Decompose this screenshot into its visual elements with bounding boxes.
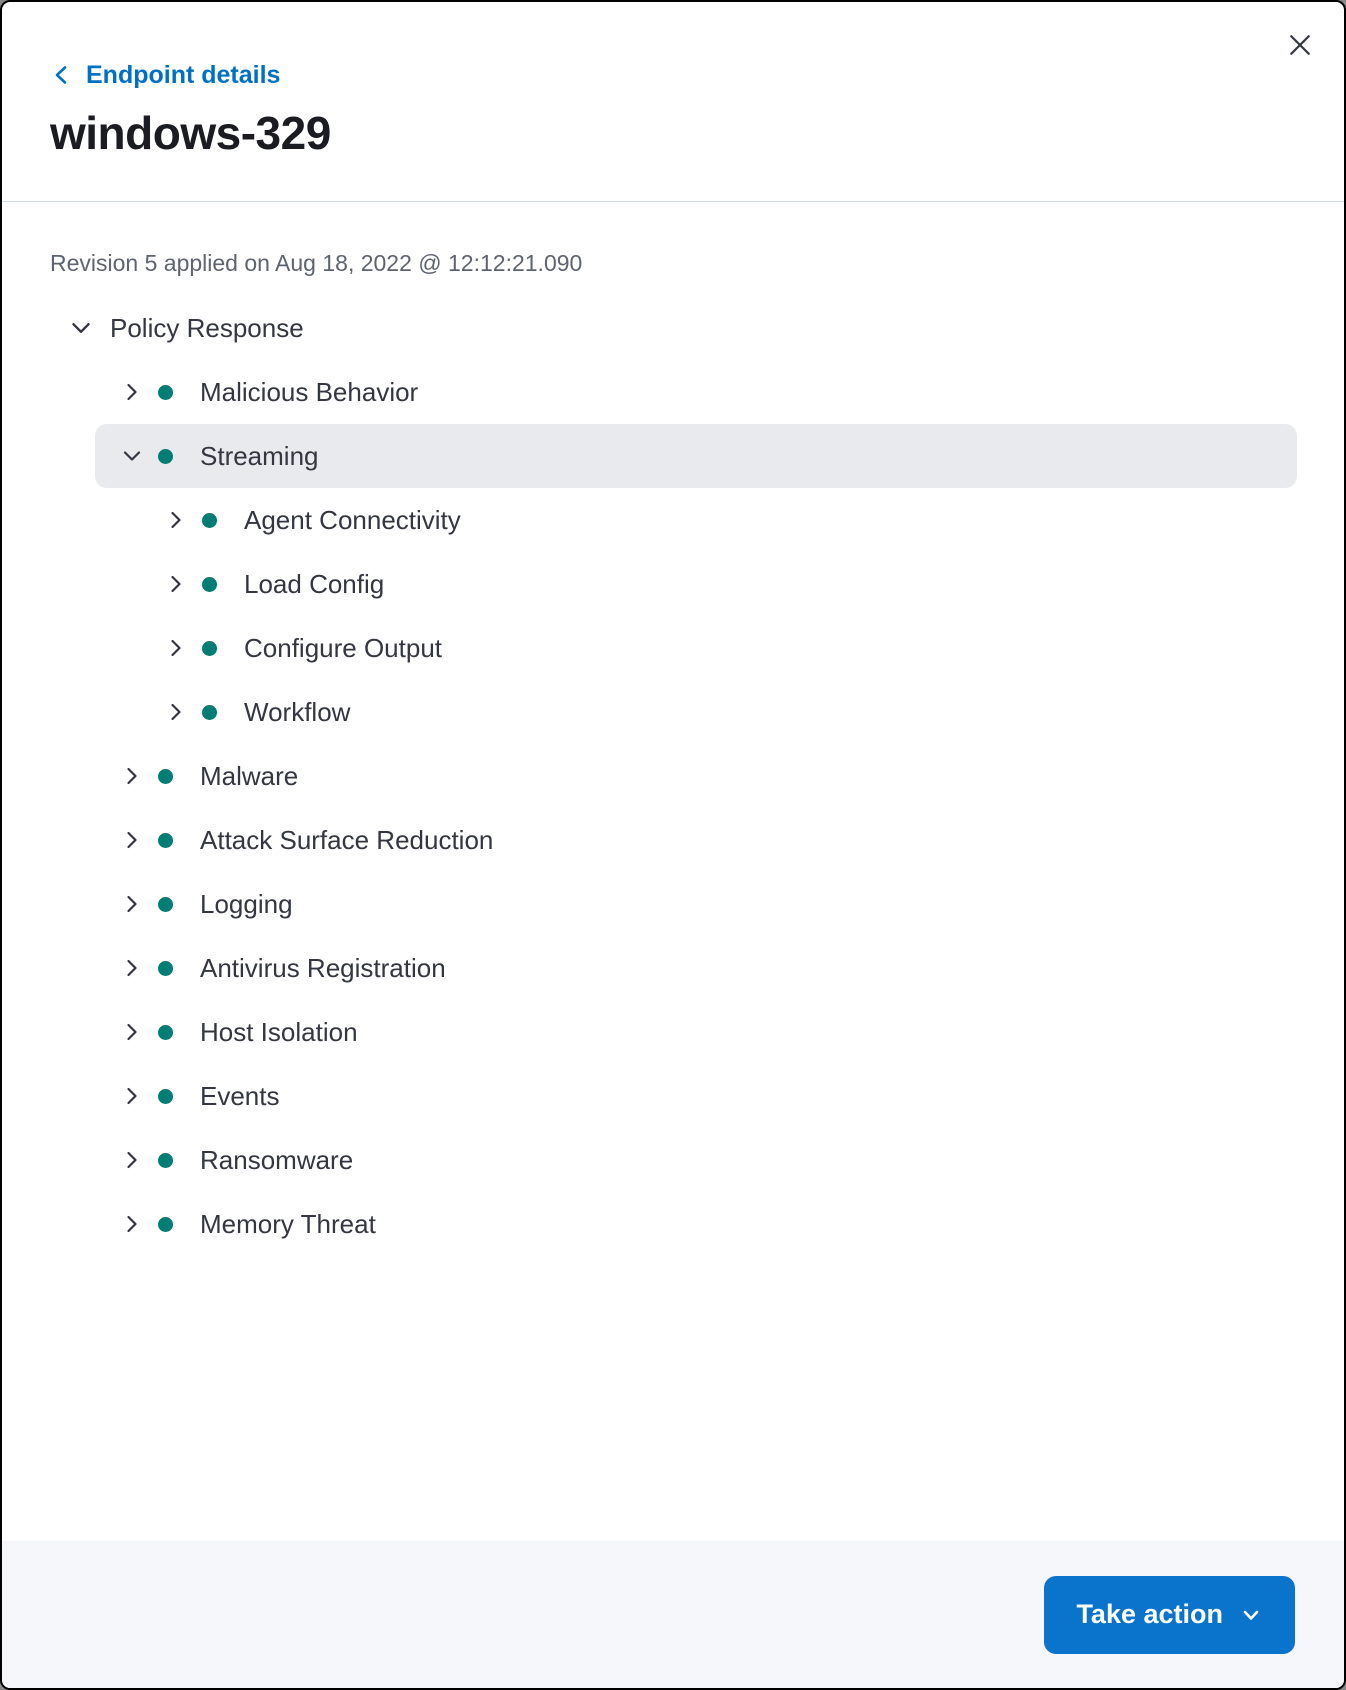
- tree-item-malicious-behavior[interactable]: [95, 360, 1297, 424]
- tree-item-antivirus-registration[interactable]: [95, 936, 1297, 1000]
- tree-item-malware[interactable]: [95, 744, 1297, 808]
- tree-item-label: Memory Threat: [200, 1209, 376, 1239]
- chevron-right-icon[interactable]: [120, 380, 144, 404]
- status-dot-icon: [158, 385, 173, 400]
- chevron-right-icon[interactable]: [120, 956, 144, 980]
- take-action-label: Take action: [1076, 1599, 1223, 1629]
- page-title: windows-329: [50, 107, 331, 159]
- tree-item-configure-output[interactable]: [95, 616, 1297, 680]
- tree-item-label: Streaming: [200, 441, 319, 471]
- tree-item-label: Antivirus Registration: [200, 953, 446, 983]
- tree-item-memory-threat[interactable]: [95, 1192, 1297, 1256]
- status-dot-icon: [158, 1089, 173, 1104]
- tree-item-host-isolation[interactable]: [95, 1000, 1297, 1064]
- tree-item-ransomware[interactable]: [95, 1128, 1297, 1192]
- tree-item-label: Events: [200, 1081, 280, 1111]
- policy-response-tree: [50, 296, 1296, 1256]
- flyout-body: [2, 202, 1344, 1541]
- tree-item-logging[interactable]: [95, 872, 1297, 936]
- chevron-down-icon[interactable]: [68, 315, 94, 341]
- chevron-down-icon[interactable]: [120, 444, 144, 468]
- tree-item-label: Host Isolation: [200, 1017, 358, 1047]
- revision-applied-text: Revision 5 applied on Aug 18, 2022 @ 12:12:21.090: [50, 250, 583, 276]
- tree-item-events[interactable]: [95, 1064, 1297, 1128]
- tree-item-label: Malware: [200, 761, 299, 791]
- chevron-left-icon: [50, 63, 74, 87]
- chevron-right-icon[interactable]: [120, 1148, 144, 1172]
- chevron-right-icon[interactable]: [164, 700, 188, 724]
- tree-item-workflow[interactable]: [95, 680, 1297, 744]
- flyout-header: [2, 2, 1344, 202]
- status-dot-icon: [202, 705, 217, 720]
- chevron-right-icon[interactable]: [164, 636, 188, 660]
- tree-children: [95, 360, 1297, 1256]
- tree-item-label: Attack Surface Reduction: [200, 825, 494, 855]
- chevron-right-icon[interactable]: [120, 892, 144, 916]
- status-dot-icon: [158, 1153, 173, 1168]
- chevron-down-icon: [1239, 1603, 1263, 1627]
- tree-item-load-config[interactable]: [95, 552, 1297, 616]
- flyout-footer: [2, 1541, 1344, 1688]
- tree-item-agent-connectivity[interactable]: [95, 488, 1297, 552]
- tree-item-label: Policy Response: [110, 313, 304, 343]
- status-dot-icon: [158, 1025, 173, 1040]
- tree-item-label: Configure Output: [244, 633, 443, 663]
- status-dot-icon: [158, 1217, 173, 1232]
- tree-item-policy-response[interactable]: [50, 296, 1296, 360]
- tree-item-label: Logging: [200, 889, 293, 919]
- status-dot-icon: [158, 961, 173, 976]
- chevron-right-icon[interactable]: [164, 572, 188, 596]
- status-dot-icon: [202, 641, 217, 656]
- status-dot-icon: [158, 833, 173, 848]
- status-dot-icon: [158, 897, 173, 912]
- tree-item-attack-surface-reduction[interactable]: [95, 808, 1297, 872]
- chevron-right-icon[interactable]: [164, 508, 188, 532]
- chevron-right-icon[interactable]: [120, 1020, 144, 1044]
- chevron-right-icon[interactable]: [120, 1084, 144, 1108]
- chevron-right-icon[interactable]: [120, 1212, 144, 1236]
- tree-item-label: Agent Connectivity: [244, 505, 461, 535]
- status-dot-icon: [202, 577, 217, 592]
- close-icon: [1285, 30, 1315, 63]
- take-action-button[interactable]: [1044, 1576, 1295, 1654]
- status-dot-icon: [202, 513, 217, 528]
- status-dot-icon: [158, 449, 173, 464]
- chevron-right-icon[interactable]: [120, 828, 144, 852]
- tree-item-label: Load Config: [244, 569, 385, 599]
- status-dot-icon: [158, 769, 173, 784]
- close-button[interactable]: [1280, 26, 1320, 66]
- back-to-endpoint-details-link[interactable]: [50, 60, 280, 90]
- tree-item-label: Ransomware: [200, 1145, 354, 1175]
- back-link-label: Endpoint details: [86, 61, 281, 89]
- tree-item-streaming[interactable]: [95, 424, 1297, 488]
- chevron-right-icon[interactable]: [120, 764, 144, 788]
- tree-item-label: Workflow: [244, 697, 351, 727]
- tree-item-label: Malicious Behavior: [200, 377, 419, 407]
